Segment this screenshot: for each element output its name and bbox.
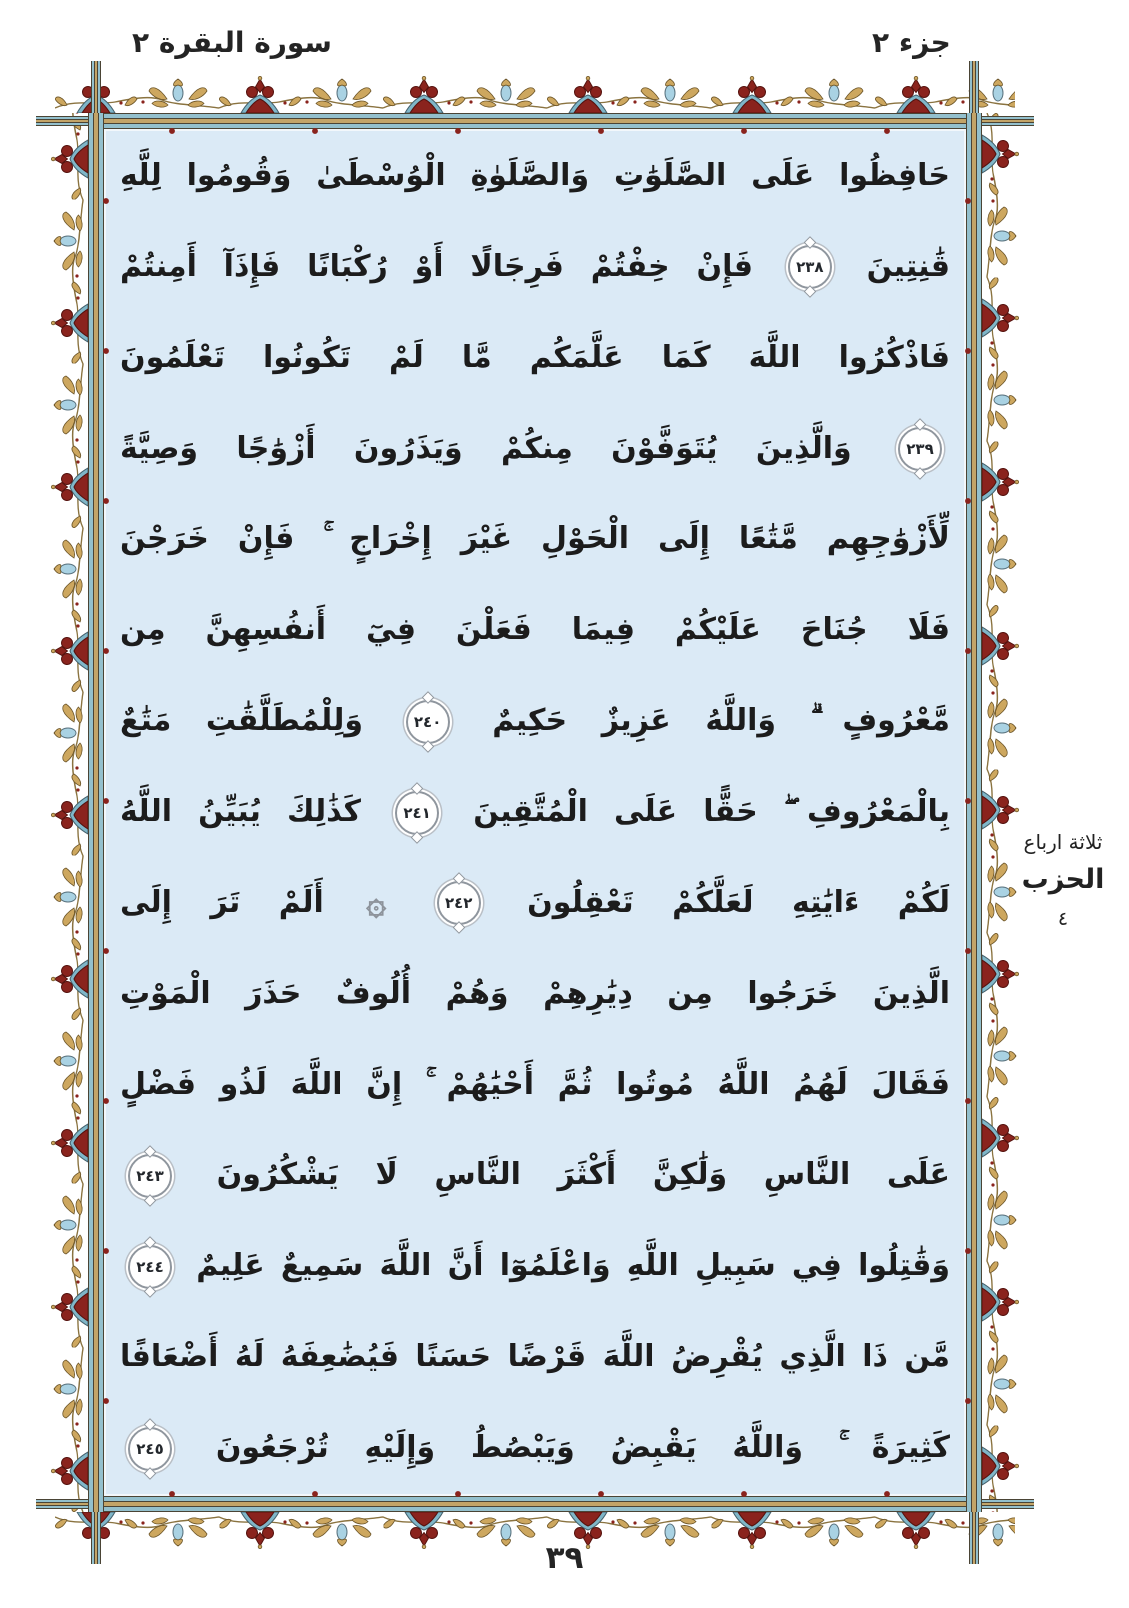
quran-line bbox=[120, 1221, 950, 1312]
quran-line bbox=[120, 1130, 950, 1221]
quran-text-segment: لَكُمْ ءَايَٰتِهِ لَعَلَّكُمْ تَعْقِلُونَ bbox=[527, 884, 950, 920]
quran-line bbox=[120, 494, 950, 585]
quran-text-segment: وَالَّذِينَ يُتَوَفَّوْنَ مِنكُمْ وَيَذَرُونَ أَزْوَٰجًا وَصِيَّةً bbox=[120, 430, 852, 466]
rub-el-hizb-icon: ۞ bbox=[366, 883, 387, 924]
quran-line bbox=[120, 313, 950, 404]
ayah-number-medallion: ٢٤٥ bbox=[128, 1427, 172, 1471]
hizb-margin-note bbox=[1008, 826, 1118, 936]
quran-text-segment: بِالْمَعْرُوفِ ۖ حَقًّا عَلَى الْمُتَّقِينَ bbox=[473, 794, 951, 830]
quran-text-segment: مَّعْرُوفٍ ۗ وَاللَّهُ عَزِيزٌ حَكِيمٌ bbox=[492, 703, 950, 739]
frame-stub-left-top bbox=[91, 61, 101, 113]
quran-text-segment: فَلَا جُنَاحَ عَلَيْكُمْ فِيمَا فَعَلْنَ فِيٓ أَنفُسِهِنَّ مِن bbox=[120, 612, 950, 648]
quran-text-segment: كَذَٰلِكَ يُبَيِّنُ اللَّهُ bbox=[120, 794, 361, 830]
ayah-number-medallion: ٢٤٠ bbox=[406, 700, 450, 744]
hizb-note-fraction: ثلاثة ارباع bbox=[1023, 830, 1103, 854]
quran-text-segment: مَّن ذَا الَّذِي يُقْرِضُ اللَّهَ قَرْضًا حَسَنًا فَيُضَٰعِفَهُ لَهُ أَضْعَافًا bbox=[120, 1339, 950, 1375]
ayah-number-medallion: ٢٤١ bbox=[395, 791, 439, 835]
quran-line bbox=[120, 585, 950, 676]
quran-line bbox=[120, 1312, 950, 1403]
frame-accents-left bbox=[102, 129, 110, 1496]
quran-text-segment: فَقَالَ لَهُمُ اللَّهُ مُوتُوا ثُمَّ أَحْيَٰهُمْ ۚ إِنَّ اللَّهَ لَذُو فَضْلٍ bbox=[120, 1066, 950, 1102]
quran-line bbox=[120, 858, 950, 949]
ayah-number-medallion: ٢٤٤ bbox=[128, 1245, 172, 1289]
surah-header: سورة البقرة ٢ bbox=[132, 26, 332, 59]
quran-text-segment: الَّذِينَ خَرَجُوا مِن دِيَٰرِهِمْ وَهُمْ أُلُوفٌ حَذَرَ الْمَوْتِ bbox=[120, 975, 950, 1011]
border-ornament-right bbox=[982, 113, 1020, 1512]
page-number: ٣٩ bbox=[545, 1540, 584, 1576]
quran-text-segment: أَلَمْ تَرَ إِلَى bbox=[120, 884, 324, 920]
frame-band-bottom bbox=[88, 1496, 982, 1512]
frame-stub-right-top bbox=[969, 61, 979, 113]
quran-text-segment: قَٰنِتِينَ bbox=[866, 248, 951, 284]
quran-line bbox=[120, 767, 950, 858]
frame-accents-right bbox=[964, 129, 972, 1496]
quran-line bbox=[120, 131, 950, 222]
quran-text-segment: كَثِيرَةً ۚ وَاللَّهُ يَقْبِضُ وَيَبْصُطُ وَإِلَيْهِ تُرْجَعُونَ bbox=[215, 1430, 950, 1466]
juz-header: جزء ٢ bbox=[872, 26, 951, 59]
quran-line bbox=[120, 1403, 950, 1494]
quran-line bbox=[120, 404, 950, 495]
quran-text-segment: وَقَٰتِلُوا فِي سَبِيلِ اللَّهِ وَاعْلَمُوٓا أَنَّ اللَّهَ سَمِيعٌ عَلِيمٌ bbox=[196, 1248, 950, 1284]
quran-line bbox=[120, 222, 950, 313]
ayah-number-medallion: ٢٣٩ bbox=[898, 427, 942, 471]
hizb-note-number: ٤ bbox=[1057, 908, 1069, 930]
quran-text-segment: عَلَى النَّاسِ وَلَٰكِنَّ أَكْثَرَ النَّاسِ لَا يَشْكُرُونَ bbox=[216, 1157, 951, 1193]
ayah-number-medallion: ٢٣٨ bbox=[788, 245, 832, 289]
ayah-number-medallion: ٢٤٢ bbox=[437, 881, 481, 925]
quran-text-segment: حَافِظُوا عَلَى الصَّلَوَٰتِ وَالصَّلَوٰةِ الْوُسْطَىٰ وَقُومُوا لِلَّهِ bbox=[120, 158, 950, 193]
border-ornament-top bbox=[55, 75, 1015, 113]
quran-text-segment: وَلِلْمُطَلَّقَٰتِ مَتَٰعٌ bbox=[120, 703, 364, 739]
hizb-note-word: الحزب bbox=[1021, 864, 1105, 895]
frame-stub-bottom-left bbox=[36, 1499, 88, 1509]
border-ornament-left bbox=[50, 113, 88, 1512]
quran-line bbox=[120, 1040, 950, 1131]
quran-text-segment: لِّأَزْوَٰجِهِم مَّتَٰعًا إِلَى الْحَوْلِ غَيْرَ إِخْرَاجٍ ۚ فَإِنْ خَرَجْنَ bbox=[120, 521, 950, 557]
quran-line bbox=[120, 676, 950, 767]
quran-text-segment: فَاذْكُرُوا اللَّهَ كَمَا عَلَّمَكُم مَّا لَمْ تَكُونُوا تَعْلَمُونَ bbox=[120, 339, 950, 375]
frame-stub-top-left bbox=[36, 116, 88, 126]
frame-stub-top-right bbox=[982, 116, 1034, 126]
ayah-number-medallion: ٢٤٣ bbox=[128, 1154, 172, 1198]
quran-text-segment: فَإِنْ خِفْتُمْ فَرِجَالًا أَوْ رُكْبَانًا فَإِذَآ أَمِنتُمْ bbox=[120, 248, 753, 284]
quran-line bbox=[120, 949, 950, 1040]
frame-stub-bottom-right bbox=[982, 1499, 1034, 1509]
quran-text-block bbox=[120, 131, 950, 1494]
